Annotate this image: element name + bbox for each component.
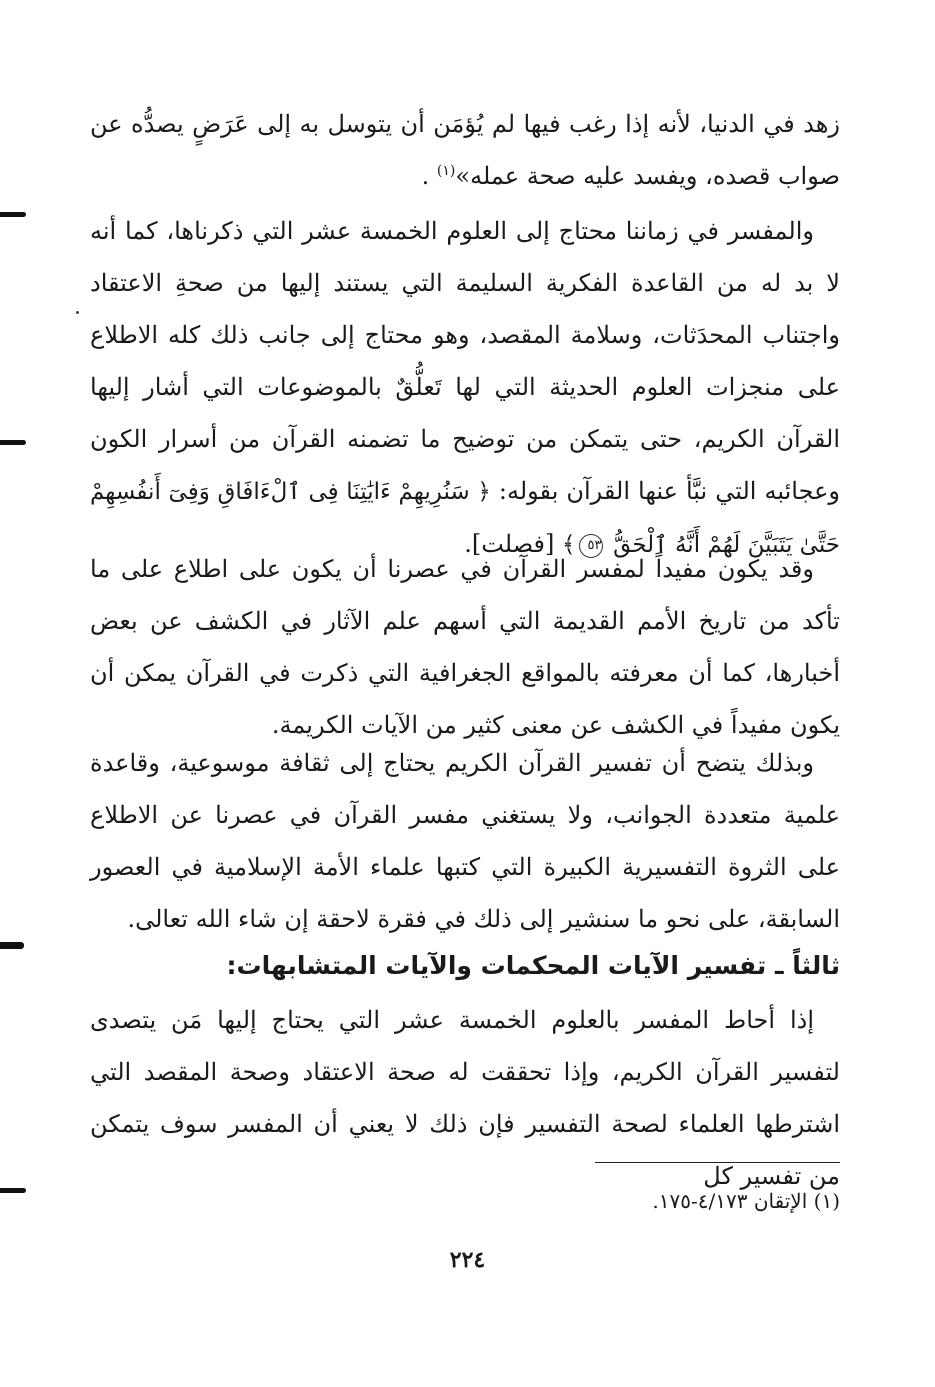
- paragraph-archaeology: [90, 543, 840, 751]
- page-number: ٢٢٤: [449, 1247, 486, 1273]
- margin-mark: [0, 440, 26, 445]
- quran-verse: ﴿ سَنُرِيهِمْ ءَايَٰتِنَا فِى ٱلْءَافَاقِ وَفِىٓ أَنفُسِهِمْ حَتَّىٰ يَتَبَيَّنَ لَهُمْ أَنَّهُ ٱلْحَقُّ: [90, 479, 840, 558]
- section-heading: ثالثاً ـ تفسير الآيات المحكمات والآيات المتشابهات:: [226, 951, 840, 980]
- paragraph-text: إذا أحاط المفسر بالعلوم الخمسة عشر التي يحتاج إليها مَن يتصدى لتفسير القرآن الكريم، وإذا تحققت له صحة الاعتقاد وصحة المقصد التي اشترطها العلماء لصحة التفسير فإن ذلك لا يعني أن المفسر سوف يتمكن من تفسير كل: [90, 1006, 840, 1190]
- margin-mark: [0, 942, 24, 949]
- paragraph-text: زهد في الدنيا، لأنه إذا رغب فيها لم يُؤمَن أن يتوسل به إلى عَرَضٍ يصدُّه عن صواب قصده، ويفسد عليه صحة عمله»: [90, 110, 840, 190]
- paragraph-text: والمفسر في زماننا محتاج إلى العلوم الخمسة عشر التي ذكرناها، كما أنه لا بد له من القاعدة الفكرية السليمة التي يستند إليها من صحةِ الاعتقاد واجتناب المحدَثات، وسلامة المقصد، وهو محتاج إلى جانب ذلك كله الاطلاع على منجزات العلوم الحديثة التي لها تَعلُّقٌ بالموضوعات التي أشار إليها القرآن الكريم، حتى يتمكن من توضيح ما تضمنه القرآن من أسرار الكون وعجائبه التي نبَّأ عنها القرآن بقوله:: [90, 217, 840, 505]
- paragraph-interpreter-knowledge: [90, 205, 840, 571]
- quran-verse-close: ﴾: [562, 532, 576, 558]
- paragraph-end: .: [421, 162, 430, 190]
- paragraph-continued: [90, 98, 840, 202]
- scan-speck: [76, 311, 79, 314]
- paragraph-section-intro: [90, 994, 840, 1202]
- margin-mark: [0, 1188, 26, 1193]
- paragraph-encyclopedic-culture: [90, 737, 840, 945]
- margin-mark: [0, 212, 26, 217]
- surah-reference: [فصلت].: [464, 530, 555, 558]
- ayah-number-marker: ٥٣: [579, 534, 603, 558]
- footnote: (١) الإتقان ٤/١٧٣-١٧٥.: [652, 1189, 840, 1213]
- footnote-reference: (١): [436, 163, 456, 179]
- footnote-divider: [595, 1162, 840, 1163]
- paragraph-text: وقد يكون مفيداً لمفسر القرآن في عصرنا أن يكون على اطلاع على ما تأكد من تاريخ الأمم القديمة التي أسهم علم الآثار في الكشف عن بعض أخبارها، كما أن معرفته بالمواقع الجغرافية التي ذكرت في القرآن يمكن أن يكون مفيداً في الكشف عن معنى كثير من الآيات الكريمة.: [90, 555, 840, 739]
- paragraph-text: وبذلك يتضح أن تفسير القرآن الكريم يحتاج إلى ثقافة موسوعية، وقاعدة علمية متعددة الجوانب، ولا يستغني مفسر القرآن في عصرنا عن الاطلاع على الثروة التفسيرية الكبيرة التي كتبها علماء الأمة الإسلامية في العصور السابقة، على نحو ما سنشير إلى ذلك في فقرة لاحقة إن شاء الله تعالى.: [90, 749, 840, 933]
